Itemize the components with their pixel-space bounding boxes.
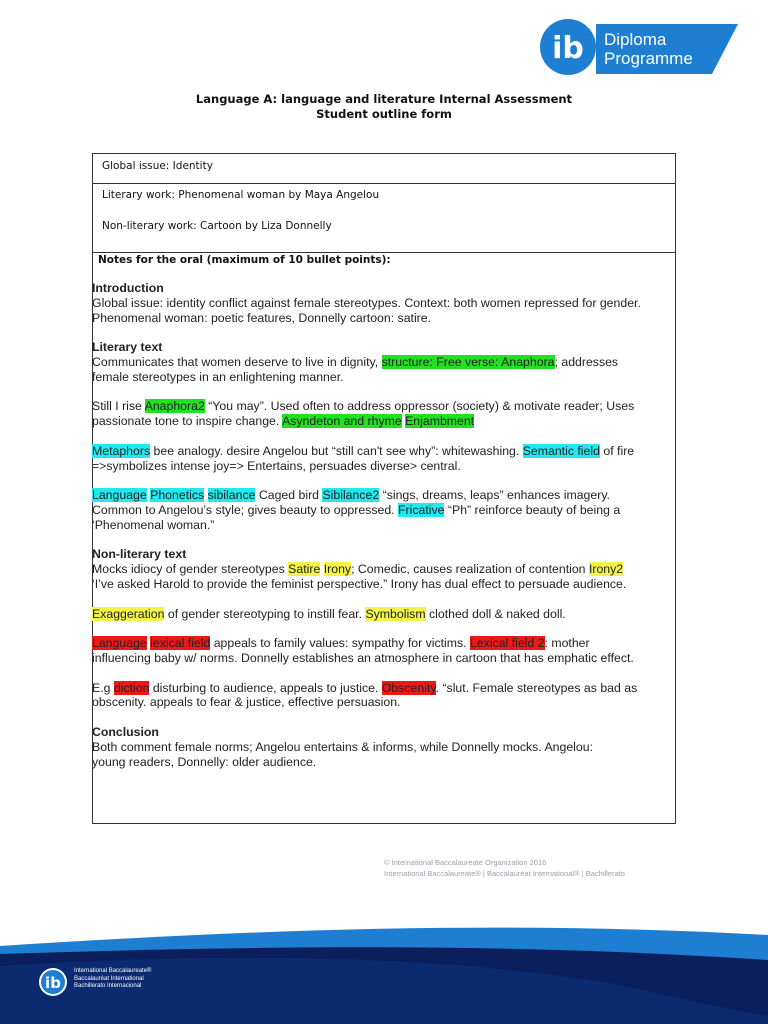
- copyright-line-2: International Baccalaureate® | Baccalauréat International® | Bachillerato: [384, 869, 625, 878]
- footer-org-names: [74, 968, 151, 991]
- highlight-symbolism: Symbolism: [365, 606, 426, 621]
- notes-line: obscenity. appeals to fear & justice, effective persuasion.: [92, 695, 401, 710]
- intro-line: Phenomenal woman: poetic features, Donnelly cartoon: satire.: [92, 310, 432, 325]
- highlight-diction: diction: [113, 680, 150, 695]
- works-row: [93, 183, 675, 253]
- footer-line-2: Baccalauréat International: [74, 975, 144, 982]
- footer-wave-graphic: [0, 880, 768, 1024]
- title-line-2: Student outline form: [316, 107, 452, 121]
- highlight-language: Language: [92, 488, 147, 503]
- notes-line: E.g diction disturbing to audience, appeals to justice. Obscenity. “slut. Female stereotypes as bad as: [92, 680, 638, 695]
- literary-text-heading: Literary text: [92, 340, 163, 355]
- conclusion-line: Both comment female norms; Angelou entertains & informs, while Donnelly mocks. Angelou:: [92, 739, 594, 754]
- highlight-anaphora2: Anaphora2: [144, 399, 205, 414]
- notes-label: Notes for the oral (maximum of 10 bullet points):: [98, 254, 391, 266]
- copyright-notice: [384, 857, 625, 879]
- title-line-1: Language A: language and literature Internal Assessment: [195, 92, 573, 106]
- highlight-sibilance2: Sibilance2: [322, 488, 380, 503]
- literary-work-label: Literary work: Phenomenal woman by Maya Angelou: [102, 189, 380, 201]
- footer-line-3: Bachillerato Internacional: [74, 983, 142, 989]
- notes-line: Exaggeration of gender stereotyping to instill fear. Symbolism clothed doll & naked doll.: [92, 606, 566, 621]
- highlight-phonetics: Phonetics: [150, 488, 205, 503]
- highlight-obscenity: Obscenity: [381, 680, 436, 695]
- highlight-irony: Irony: [323, 562, 352, 577]
- highlight-metaphors: Metaphors: [92, 443, 151, 458]
- conclusion-line: young readers, Donnelly: older audience.: [92, 754, 317, 769]
- ib-logo-mark: ib: [552, 31, 584, 66]
- footer-line-1: International Baccalaureate®: [74, 968, 152, 974]
- svg-text:ib: ib: [45, 974, 61, 992]
- notes-line: Common to Angelou’s style; gives beauty to oppressed. Fricative “Ph” reinforce beauty of being a: [92, 502, 621, 517]
- highlight-sibilance: sibilance: [207, 488, 256, 503]
- highlight-satire: Satire: [288, 562, 321, 577]
- highlight-exaggeration: Exaggeration: [92, 606, 165, 621]
- highlight-lexical-field-2: Lexical field 2: [470, 636, 545, 651]
- footer-ib-logo-icon: [38, 967, 68, 997]
- conclusion-heading: Conclusion: [92, 724, 159, 739]
- page-title: [0, 92, 768, 122]
- notes-line: Language lexical field appeals to family values: sympathy for victims. Lexical field 2: mother: [92, 636, 590, 651]
- highlight-semantic-field: Semantic field: [522, 443, 600, 458]
- notes-line: Mocks idiocy of gender stereotypes Satire Irony; Comedic, causes realization of contention Irony2: [92, 562, 624, 577]
- notes-line: Language Phonetics sibilance Caged bird Sibilance2 “sings, dreams, leaps” enhances imagery.: [92, 488, 610, 503]
- global-issue-row: [93, 154, 675, 184]
- non-literary-text-heading: Non-literary text: [92, 547, 187, 562]
- highlight-language-red: Language: [92, 636, 147, 651]
- notes-line: Communicates that women deserve to live in dignity, structure: Free verse: Anaphora; addresses: [92, 354, 619, 369]
- notes-line: Still I rise Anaphora2 “You may”. Used often to address oppressor (society) & motivate reader; Uses: [92, 399, 635, 414]
- ib-diploma-programme-logo: [538, 16, 744, 78]
- notes-line: female stereotypes in an enlightening manner.: [92, 369, 344, 384]
- highlight-lexical-field: lexical field: [150, 636, 211, 651]
- logo-line-programme: Programme: [604, 49, 693, 68]
- global-issue-label: Global issue: Identity: [102, 160, 213, 172]
- non-literary-work-label: Non-literary work: Cartoon by Liza Donnelly: [102, 220, 332, 232]
- highlight-irony2: Irony2: [588, 562, 624, 577]
- notes-line: ‘I’ve asked Harold to provide the feminist perspective.” Irony has dual effect to persuade audience.: [92, 576, 627, 591]
- notes-line: =>symbolizes intense joy=> Entertains, persuades diverse> central.: [92, 458, 461, 473]
- notes-line: influencing baby w/ norms. Donnelly establishes an atmosphere in cartoon that has emphatic effect.: [92, 650, 634, 665]
- notes-line: Metaphors bee analogy. desire Angelou but “still can't see why”: whitewashing. Semantic field of fire: [92, 443, 635, 458]
- intro-line: Global issue: identity conflict against female stereotypes. Context: both women repressed for gender.: [92, 295, 641, 310]
- highlight-structure: structure: Free verse: Anaphora: [381, 354, 555, 369]
- notes-line: passionate tone to inspire change. Asyndeton and rhyme Enjambment: [92, 414, 475, 429]
- oral-notes: [92, 281, 682, 769]
- highlight-enjambment: Enjambment: [405, 414, 475, 429]
- highlight-fricative: Fricative: [398, 502, 445, 517]
- highlight-asyndeton: Asyndeton and rhyme: [282, 414, 402, 429]
- copyright-line-1: © International Baccalaureate Organization 2016: [384, 858, 547, 867]
- introduction-heading: Introduction: [92, 281, 164, 295]
- notes-line: ‘Phenomenal woman.”: [92, 517, 215, 532]
- logo-line-diploma: Diploma: [604, 30, 667, 49]
